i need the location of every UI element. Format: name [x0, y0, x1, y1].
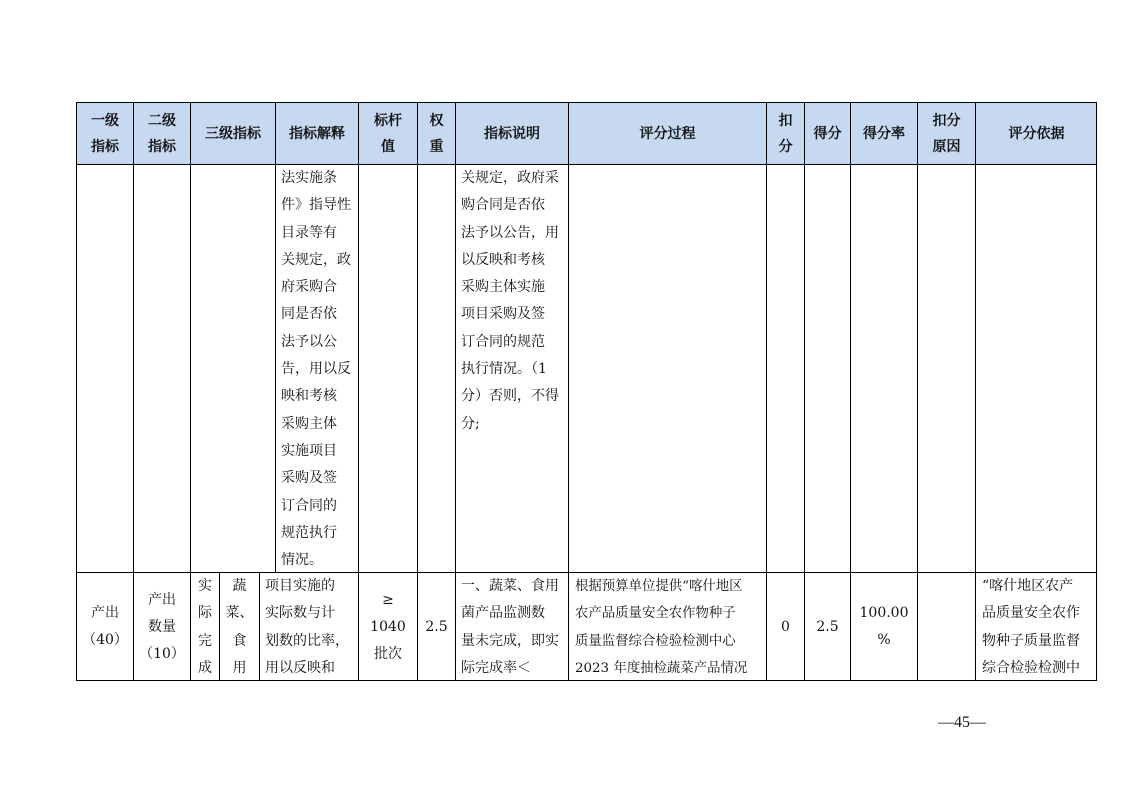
- row2-level3a-cell: 实 际 完 成: [190, 572, 219, 681]
- header-basis: 评分依据: [975, 102, 1097, 164]
- row1-level3-cell: [190, 164, 275, 572]
- header-explain: 指标解释: [275, 102, 358, 164]
- header-level2: 二级 指标: [133, 102, 190, 164]
- row1-score-cell: [804, 164, 850, 572]
- row1-deduct-cell: [766, 164, 804, 572]
- row1-rate-cell: [850, 164, 917, 572]
- row1-basis-cell: [975, 164, 1097, 572]
- header-level3: 三级指标: [190, 102, 275, 164]
- row2-desc-cell: 一、蔬菜、食用 菌产品监测数 量未完成，即实 际完成率＜: [455, 572, 568, 681]
- row2-level1-cell: 产出 （40）: [76, 572, 133, 681]
- evaluation-table: [76, 102, 1097, 681]
- row1-level1-cell: [76, 164, 133, 572]
- row2-basis-cell: “喀什地区农产 品质量安全农作 物种子质量监督 综合检验检测中: [975, 572, 1097, 681]
- row2-reason-cell: [917, 572, 975, 681]
- page-number: —45—: [938, 714, 986, 731]
- header-process: 评分过程: [568, 102, 766, 164]
- header-reason: 扣分 原因: [917, 102, 975, 164]
- row2-level3b-cell: 蔬 菜、 食 用: [219, 572, 259, 681]
- row1-benchmark-cell: [358, 164, 417, 572]
- header-weight: 权 重: [417, 102, 455, 164]
- row1-level2-cell: [133, 164, 190, 572]
- row2-level2-cell: 产出 数量 （10）: [133, 572, 190, 681]
- table-bottom-border: [76, 680, 1097, 681]
- header-desc: 指标说明: [455, 102, 568, 164]
- row1-desc-cell: 关规定，政府采 购合同是否依 法予以公告，用 以反映和考核 采购主体实施 项目采购及签 订合同的规范 执行情况。（1 分）否则，不得 分;: [455, 164, 568, 572]
- row1-process-cell: [568, 164, 766, 572]
- table-right-border: [1096, 102, 1097, 681]
- header-score: 得分: [804, 102, 850, 164]
- row2-weight-cell: 2.5: [417, 572, 455, 681]
- header-level1: 一级 指标: [76, 102, 133, 164]
- row2-benchmark-cell: ≥ 1040 批次: [358, 572, 417, 681]
- row2-rate-cell: 100.00 %: [850, 572, 917, 681]
- row-separator: [76, 572, 1097, 573]
- row2-explain-cell: 项目实施的 实际数与计 划数的比率， 用以反映和: [259, 572, 358, 681]
- row1-reason-cell: [917, 164, 975, 572]
- row2-deduct-cell: 0: [766, 572, 804, 681]
- header-rate: 得分率: [850, 102, 917, 164]
- row1-explain-cell: 法实施条 件》指导性 目录等有 关规定，政 府采购合 同是否依 法予以公 告，用以反 映和考核 采购主体 实施项目 采购及签 订合同的 规范执行 情况。: [275, 164, 358, 572]
- header-benchmark: 标杆 值: [358, 102, 417, 164]
- header-deduct: 扣 分: [766, 102, 804, 164]
- row2-score-cell: 2.5: [804, 572, 850, 681]
- row2-process-cell: 根据预算单位提供“喀什地区 农产品质量安全农作物种子 质量监督综合检验检测中心 2023 年度抽检蔬菜产品情况: [568, 572, 766, 681]
- row1-weight-cell: [417, 164, 455, 572]
